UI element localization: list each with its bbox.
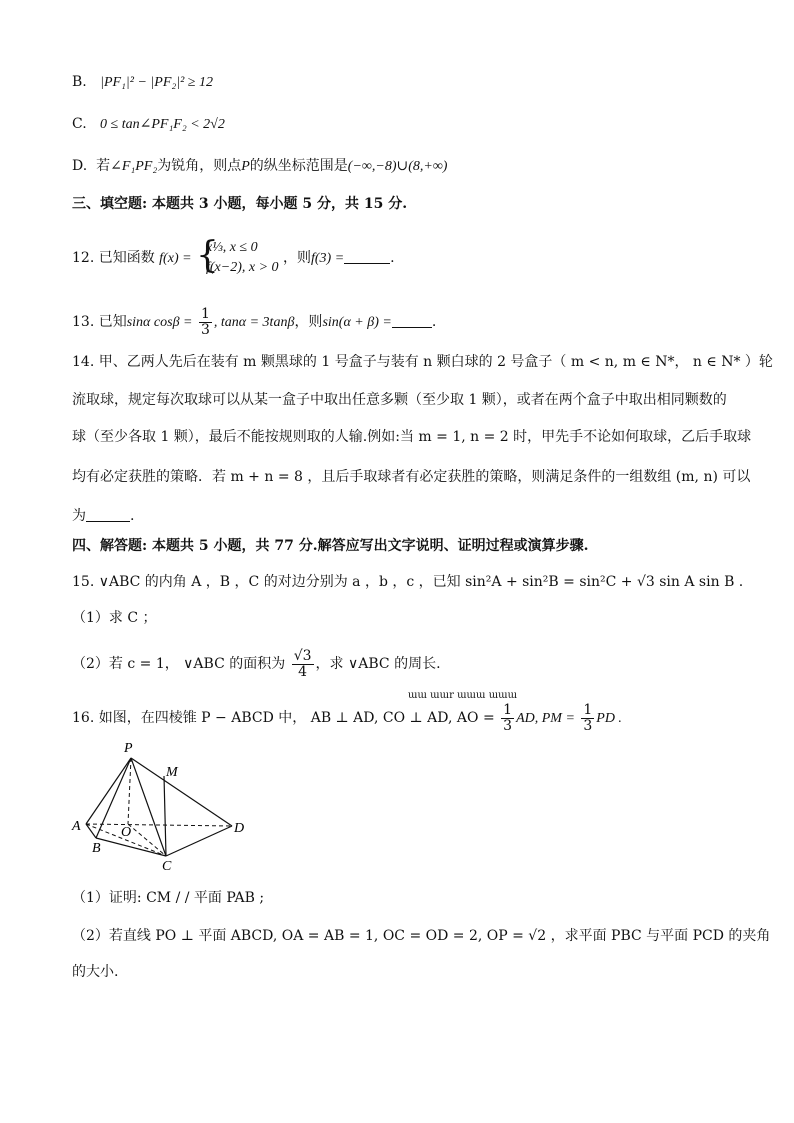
question-14-line4: 均有必定获胜的策略．若 m + n = 8 ，且后手取球者有必定获胜的策略，则满足条件的一组数组 (m, n) 可以 [72,469,751,485]
fraction: $\frac{1}{3}$ [503,701,513,734]
option-b: B. |PF₁|² − |PF₂|² ≥ 12 [72,74,213,90]
section4-heading: 四、解答题: 本题共 5 小题，共 77 分.解答应写出文字说明、证明过程或演算步骤. [72,538,589,554]
label-b: B [92,841,101,856]
fraction: $\frac{1}{3}$ [200,305,210,338]
answer-blank[interactable] [344,249,390,264]
question-15-part2: （2）若 c = 1， ∨ABC 的面积为 $\frac{√3}{4}$ ，求 ∨ABC 的周长. [72,647,441,680]
question-16-part2b: 的大小. [72,964,119,980]
question-14-line5: 为 . [72,508,135,524]
label-a: A [72,819,81,834]
option-c: C. 0 ≤ tan∠PF₁F₂ < 2√2 [72,116,225,132]
edge-po-dashed [128,758,131,824]
option-c-expr: 0 ≤ tan∠PF₁F₂ < 2√2 [100,117,225,132]
section3-heading: 三、填空题: 本题共 3 小题，每小题 5 分，共 15 分. [72,196,408,212]
question-14-line3: 球（至少各取 1 颗），最后不能按规则取的人输.例如:当 m = 1, n = 2 时，甲先手不论如何取球，乙后手取球 [72,429,752,445]
option-d: D. 若∠F₁PF₂为锐角，则点P的纵坐标范围是(−∞,−8)∪(8,+∞) [72,158,448,174]
question-16-stem: 16. 如图，在四棱锥 P − ABCD 中， AB ⊥ AD, CO ⊥ AD, AO = $\frac{1}{3}$ AD, PM = $\frac{1}{3}$ PD . [72,701,622,734]
question-14-line1: 14. 甲、乙两人先后在装有 m 颗黑球的 1 号盒子与装有 n 颗白球的 2 号盒子（ m < n, m ∈ N*， n ∈ N* ）轮 [72,354,773,370]
label-o: O [121,825,132,840]
label-d: D [234,821,245,836]
question-13: 13. 已知sinα cosβ = $\frac{1}{3}$ , tanα = 3tanβ，则sin(α + β) = . [72,305,437,338]
label-c: C [162,859,172,874]
vector-marks: ɯɯ ɯɯr ɯɯɯ ɯɯɯ [408,690,518,701]
fraction: $\frac{1}{3}$ [583,701,593,734]
edge-pc [131,758,166,856]
option-b-expr: |PF₁|² − |PF₂|² ≥ 12 [100,75,213,90]
answer-blank[interactable] [392,313,432,328]
label-p: P [124,741,133,756]
question-15-stem: 15. ∨ABC 的内角 A ，B ，C 的对边分别为 a ，b ，c ，已知 sin²A + sin²B = sin²C + √3 sin A sin B . [72,574,744,590]
pyramid-figure [68,738,268,878]
question-12: 12. 已知函数 f(x) = { x⅓, x ≤ 0 f(x−2), x > 0 ，则f(3) = . [72,235,395,276]
brace-icon: { [196,235,219,276]
edge-pa [86,758,131,824]
answer-blank[interactable] [86,507,130,522]
edge-cd [166,826,232,856]
question-15-part1: （1）求 C ； [72,610,157,626]
question-16-part2a: （2）若直线 PO ⊥ 平面 ABCD, OA = AB = 1, OC = OD = 2, OP = √2 ，求平面 PBC 与平面 PCD 的夹角 [72,928,771,944]
edge-pd [131,758,232,826]
edge-ad-dashed [86,824,232,826]
edge-ab [86,824,96,838]
question-16-part1: （1）证明: CM / / 平面 PAB ; [72,890,265,906]
edge-cm [164,776,166,856]
fraction: $\frac{√3}{4}$ [293,647,312,680]
label-m: M [166,765,178,780]
question-14-line2: 流取球，规定每次取球可以从某一盒子中取出任意多颗（至少取 1 颗），或者在两个盒子中取出相同颗数的 [72,392,727,408]
piecewise-function: { x⅓, x ≤ 0 f(x−2), x > 0 [196,235,279,276]
